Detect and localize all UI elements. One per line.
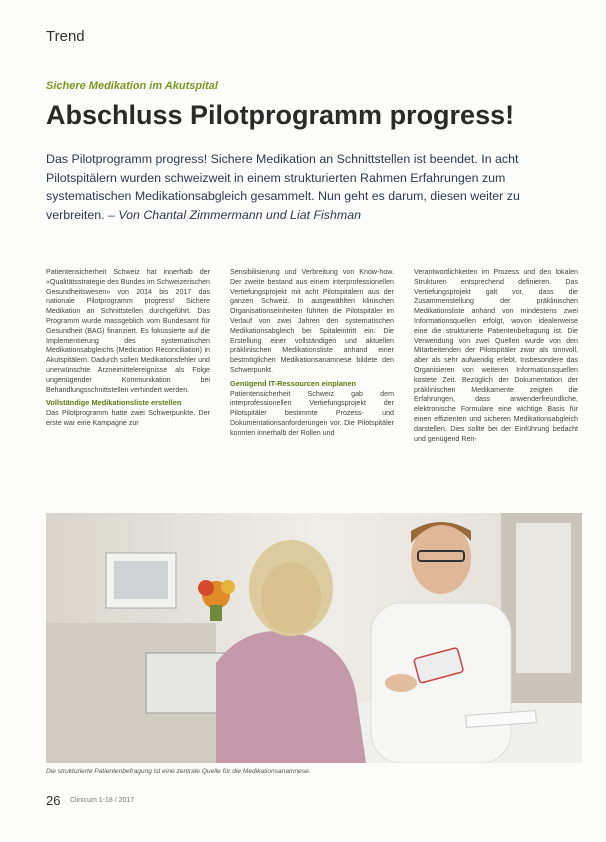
article-title: Abschluss Pilotprogramm progress! (46, 100, 515, 130)
lead-author: – Von Chantal Zimmermann und Liat Fishman (108, 207, 361, 222)
cart (146, 653, 226, 713)
subheading: Vollständige Medikationsliste erstellen (46, 398, 182, 408)
article-photo (46, 513, 582, 763)
paragraph: Patientensicherheit Schweiz gab dem interprofessionellen Vertiefungsprojekt der Pilotspitäler bestimmte Prozess- und Dokumentationsanforderungen vor. Die Pilotspitäler konnten innerhalb der Rollen und (230, 389, 394, 437)
paragraph: Patientensicherheit Schweiz hat innerhalb der «Qualitätsstrategie des Bundes im Schweizerischen Gesundheitswesen» von 2014 bis 2017 das nationale Pilotprogramm progress! Sichere Medikation an Schnittstellen durchgeführt. Das Programm wurde massgeblich vom Bundesamt für Gesundheit (BAG) finanziert. Es fokussierte auf die Implementierung des systematischen Medikationsabgleichs (Medication Reconciliation) in Akutspitälern. Dadurch sollen Medikationsfehler und unerwünschte Arzneimittelereignisse als Folge ungenügender Kommunikation bei Behandlungsschnittstellen verhindert werden. (46, 268, 210, 394)
text-column-2 (230, 268, 394, 442)
photo-caption: Die strukturierte Patientenbefragung ist eine zentrale Quelle für die Medikationsanamnese. (46, 768, 311, 775)
issue-label: Clinicum 1-18 / 2017 (70, 797, 135, 804)
paragraph: Das Pilotprogramm hatte zwei Schwerpunkte. Der erste war eine Kampagne zur (46, 409, 210, 427)
text-column-1 (46, 268, 210, 432)
paragraph: Sensibilisierung und Verbreitung von Know-how. Der zweite bestand aus einem interprofessionellen Vertiefungsprojekt mit acht Pilotspitälern aus der ganzen Schweiz. In ausgewählten klinischen Organisationseinheiten führten die Pilotspitäler im Verlauf von zwei Jahren den systematischen Medikationsabgleich bei Spitaleintritt ein. Die Erstellung einer vollständigen und aktuellen präklinischen Medikationsliste anhand einer bestmöglichen Medikationsanamnese bildete den Schwerpunkt. (230, 268, 394, 374)
subheading: Genügend IT-Ressourcen einplanen (230, 378, 357, 388)
page-number: 26 (46, 793, 61, 808)
article-kicker: Sichere Medikation im Akutspital (46, 80, 218, 92)
article-lead (46, 150, 566, 224)
text-column-3 (414, 268, 578, 447)
lead-text: Das Pilotprogramm progress! Sichere Medikation an Schnittstellen ist beendet. In acht Pilotspitälern wurden schweizweit in einem strukturierten Rahmen Erfahrungen zum systematischen Medikationsabgleich gesammelt. Nun geht es darum, diesen weiter zu verbreiten. (46, 152, 520, 222)
patient-hand (385, 674, 417, 692)
paragraph: Verantwortlichkeiten im Prozess und den lokalen Strukturen entsprechend definieren. Das Vertiefungsprojekt galt vor, dass die Zusammenstellung der präklinischen Medikationsliste anhand von mindestens zwei Informationsquellen erfolgt, wovon idealerweise eine die strukturierte Patientenbefragung ist. Die Verwendung von zwei Quellen wurde von den Mitarbeitenden der Pilotspitäler zwar als sinnvoll, aber als sehr aufwendig erlebt. Insbesondere das Organisieren von weiteren Informationsquellen kostete Zeit. Bezüglich der Dokumentation der präklinischen Medikamente zeigten die Erfahrungen, dass anwenderfreundliche, elektronische Formulare eine wichtige Basis für einen effizienten und sicheren Medikationsabgleich darstellen. Dies sollte bei der Einführung bedacht und genügend Ren- (414, 268, 578, 443)
section-label: Trend (46, 28, 85, 45)
consultation-illustration (46, 513, 582, 763)
